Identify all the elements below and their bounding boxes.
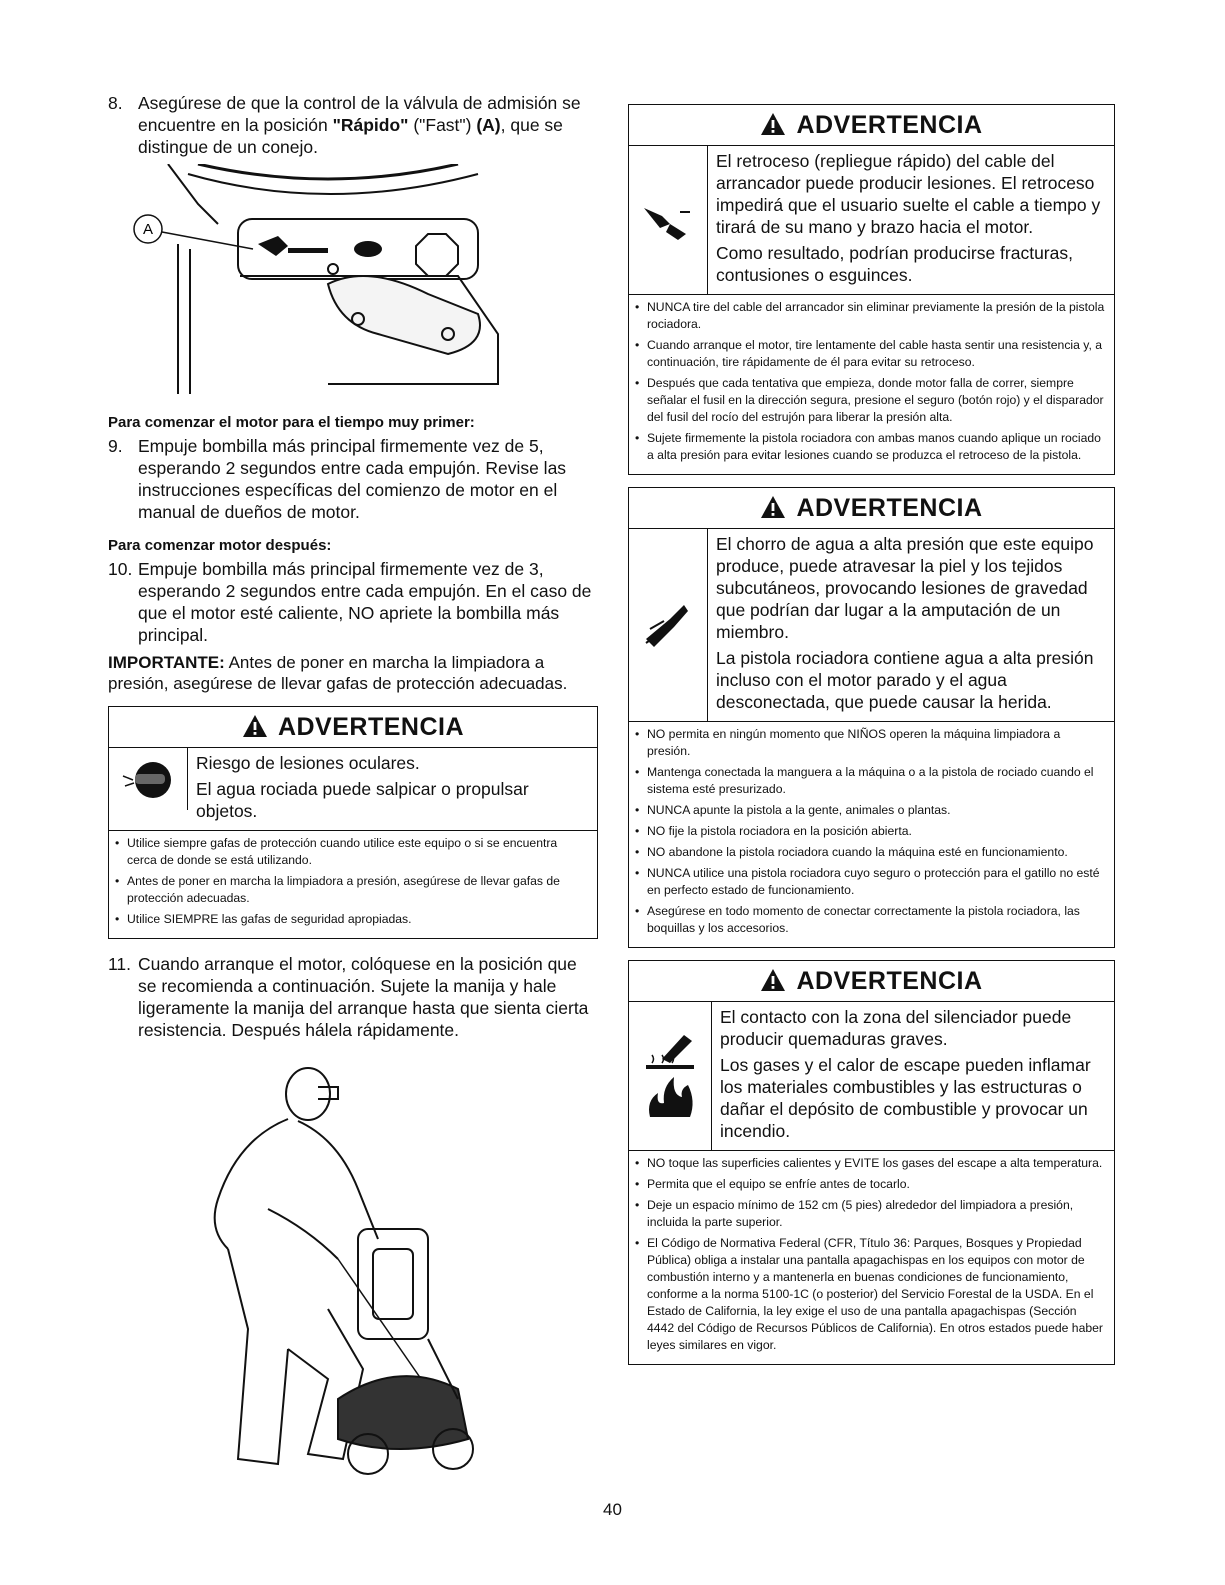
burn-and-fire-icons [629, 1002, 712, 1150]
step-text-part: Asegúrese de que la control de la válvula de admisión se encuentre en la posición [138, 93, 581, 135]
important-text: Antes de poner en marcha la limpiadora a presión, asegúrese de llevar gafas de protección adecuadas. [108, 653, 568, 693]
warning-bullet: • NO toque las superficies calientes y EVITE los gases del escape a alta temperatura. [647, 1155, 1106, 1172]
warning-bullet: • Deje un espacio mínimo de 152 cm (5 pies) alrededor del limpiadora a presión, incluida la parte superior. [647, 1197, 1106, 1231]
warning-messages [712, 1002, 1114, 1150]
important-label: IMPORTANTE: [108, 653, 225, 672]
later-start-heading: Para comenzar motor después: [108, 537, 332, 554]
warning-bullet: • Mantenga conectada la manguera a la máquina o a la pistola de rociado cuando el sistema esté presurizado. [647, 764, 1106, 798]
warning-bullet: • NUNCA tire del cable del arrancador sin eliminar previamente la presión de la pistola rociadora. [647, 299, 1106, 333]
warning-message: Como resultado, podrían producirse fracturas, contusiones o esguinces. [716, 243, 1073, 285]
warning-burn-fire [628, 960, 1115, 1365]
step-number: 8. [108, 93, 123, 113]
warning-bullet: • Después que cada tentativa que empieza, donde motor falla de correr, siempre señalar el fusil en la dirección segura, presione el seguro (botón rojo) y el disparador del fusil del rocío del estrujón para liberar la presión alta. [647, 375, 1106, 426]
warning-triangle-icon [760, 968, 786, 992]
warning-bullet: • Antes de poner en marcha la limpiadora a presión, asegúrese de llevar gafas de protección adecuadas. [127, 873, 589, 907]
page-number: 40 [603, 1500, 622, 1519]
warning-kickback [628, 104, 1115, 475]
warning-bullets [109, 831, 597, 938]
warning-bullet: • Sujete firmemente la pistola rociadora con ambas manos cuando aplique un rociado a alta presión para evitar lesiones cuando se produzca el retroceso de la pistola. [647, 430, 1106, 464]
step-text: Empuje bombilla más principal firmemente vez de 3, esperando 2 segundos entre cada empujón. En el caso de que el motor esté caliente, NO apriete la bombilla más principal. [138, 559, 592, 645]
warning-bullets [629, 295, 1114, 474]
warning-bullet: • NO permita en ningún momento que NIÑOS operen la máquina limpiadora a presión. [647, 726, 1106, 760]
step-number: 11. [108, 954, 132, 974]
warning-message: El retroceso (repliegue rápido) del cable del arrancador puede producir lesiones. El retroceso impedirá que el usuario suelte el cable a tiempo y tirará de su mano y brazo hacia el motor. [716, 151, 1101, 237]
warning-body [629, 529, 1114, 722]
warning-triangle-icon [242, 714, 268, 738]
step-11 [108, 953, 598, 1041]
warning-message: El agua rociada puede salpicar o propulsar objetos. [196, 779, 529, 821]
warning-header [629, 961, 1114, 1002]
warning-messages [188, 748, 597, 830]
warning-message: La pistola rociadora contiene agua a alta presión incluso con el motor parado y el agua desconectada, que puede causar la herida. [716, 648, 1094, 712]
high-pressure-injection-icon [629, 529, 708, 721]
warning-body [629, 1002, 1114, 1151]
callout-a-label: A [142, 221, 154, 238]
recoil-hand-icon [629, 146, 708, 294]
step-text: Cuando arranque el motor, colóquese en la posición que se recomienda a continuación. Sujete la manija y hale ligeramente la manija del arranque hasta que sienta cierta resistencia. Después hálela rápidamente. [138, 954, 589, 1040]
warning-title: ADVERTENCIA [796, 494, 983, 522]
warning-title: ADVERTENCIA [796, 967, 983, 995]
step-text [138, 92, 598, 158]
warning-bullet: • NUNCA apunte la pistola a la gente, animales o plantas. [647, 802, 1106, 819]
first-start-heading: Para comenzar el motor para el tiempo muy primer: [108, 414, 475, 431]
warning-header [109, 707, 597, 748]
fast-english: ("Fast") [408, 115, 472, 135]
step-8 [108, 92, 598, 158]
operator-starting-engine-illustration [188, 1059, 488, 1479]
warning-messages [708, 146, 1114, 294]
warning-bullet: • NUNCA utilice una pistola rociadora cuyo seguro o protección para el gatillo no esté en perfecto estado de funcionamiento. [647, 865, 1106, 899]
warning-body [109, 748, 597, 831]
warning-message: Riesgo de lesiones oculares. [196, 753, 420, 773]
fire-icon [640, 1073, 700, 1119]
warning-message: El contacto con la zona del silenciador puede producir quemaduras graves. [720, 1007, 1072, 1049]
warning-header [629, 105, 1114, 146]
important-note [108, 652, 598, 694]
warning-message: El chorro de agua a alta presión que este equipo produce, puede atravesar la piel y los tejidos subcutáneos, provocando lesiones de gravedad que podrían dar lugar a la amputación de un miembro. [716, 534, 1094, 642]
warning-body [629, 146, 1114, 295]
warning-bullet: • Cuando arranque el motor, tire lentamente del cable hasta sentir una resistencia y, a continuación, tire rápidamente de él para evitar su retroceso. [647, 337, 1106, 371]
warning-bullet: • El Código de Normativa Federal (CFR, Título 36: Parques, Bosques y Propiedad Pública) obliga a instalar una pantalla apagachispas en los equipos con motor de combustión interno y a mantenerla en buenas condiciones de funcionamiento, conforme a la norma 5100-1C (o posterior) del Servicio Forestal de la USDA. En el Estado de California, la ley exige el uso de una pantalla apagachispas (Sección 4442 del Código de Recursos Públicos de California). En otros estados puede haber leyes similares en vigor. [647, 1235, 1106, 1354]
warning-messages [708, 529, 1114, 721]
left-column [108, 92, 598, 1479]
warning-bullets [629, 722, 1114, 947]
warning-title: ADVERTENCIA [796, 111, 983, 139]
safety-goggles-icon [109, 748, 188, 810]
warning-header [629, 488, 1114, 529]
warning-triangle-icon [760, 112, 786, 136]
warning-injection [628, 487, 1115, 948]
warning-bullet: • NO fije la pistola rociadora en la posición abierta. [647, 823, 1106, 840]
warning-bullet: • NO abandone la pistola rociadora cuando la máquina esté en funcionamiento. [647, 844, 1106, 861]
choke-lever-illustration [128, 164, 548, 404]
warning-bullet: • Utilice SIEMPRE las gafas de seguridad apropiadas. [127, 911, 589, 928]
warning-bullet: • Permita que el equipo se enfríe antes de tocarlo. [647, 1176, 1106, 1193]
step-9 [108, 435, 598, 523]
warning-message: Los gases y el calor de escape pueden inflamar los materiales combustibles y las estructuras o dañar el depósito de combustible y provocar un incendio. [720, 1055, 1091, 1141]
warning-triangle-icon [760, 495, 786, 519]
warning-bullets [629, 1151, 1114, 1364]
right-column [628, 104, 1115, 1377]
step-text-part: , que se distingue de un conejo. [138, 115, 563, 157]
warning-title: ADVERTENCIA [277, 713, 465, 741]
step-number: 10. [108, 559, 133, 579]
warning-eye-injury [108, 706, 598, 939]
step-number: 9. [108, 436, 123, 456]
warning-bullet: • Asegúrese en todo momento de conectar correctamente la pistola rociadora, las boquillas y los accesorios. [647, 903, 1106, 937]
warning-bullet: • Utilice siempre gafas de protección cuando utilice este equipo o si se encuentra cerca de donde se está utilizando. [127, 835, 589, 869]
callout-ref: (A) [471, 115, 501, 135]
step-10 [108, 558, 598, 646]
hot-surface-icon [640, 1033, 700, 1073]
fast-label: "Rápido" [332, 115, 409, 135]
step-text: Empuje bombilla más principal firmemente vez de 5, esperando 2 segundos entre cada empujón. Revise las instrucciones específicas del comienzo de motor en el manual de dueños de motor. [138, 436, 567, 522]
